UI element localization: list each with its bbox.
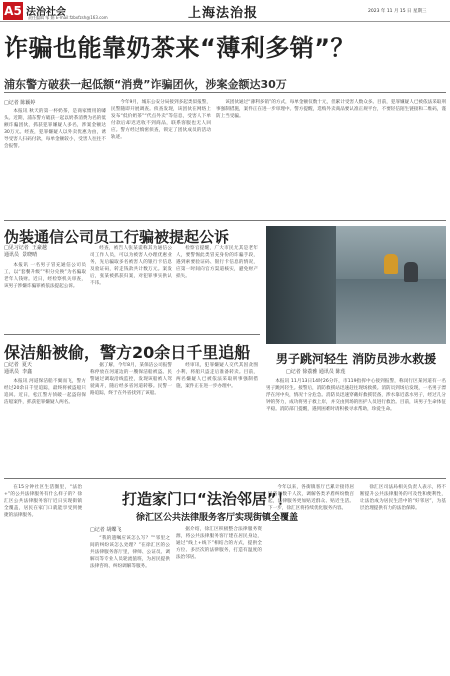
page-number: A5 [4,4,22,18]
story3-column-1: 本报讯 河道保洁船不翼而飞，警方经过20余日千里追踪，最终将被盗船只追回。近日，松江警方侦破一起盗窃保洁船案件，抓获犯罪嫌疑人两名。 [4,379,86,406]
section-name: 法治社会 [26,7,66,18]
story2-byline: □见习记者 王豪越 通讯员 景晓晴 [4,245,47,258]
bottom-byline: □记者 胡蝶飞 [90,527,122,533]
divider [4,478,446,479]
photo-story-headline: 男子跳河轻生 消防员涉水救援 [276,352,437,366]
divider [4,334,260,335]
divider [4,220,446,221]
photo-story-byline: □记者 徐荔雅 通讯员 陈莲 [286,369,346,375]
lead-column-1: 本报讯 秋天的第一杯奶茶，是商家惯用的噱头。近期，浦东警方破获一起以奶茶消费为名的低额诈骗团伙，抓获犯罪嫌疑人多名，涉案金额达30万元。经查，犯罪嫌疑人以外卖优惠为由，诱导受害人扫码付款，每单金额较小，受害人往往不会报警。 [4,109,106,150]
bottom-headline: 打造家门口“法治邻居”！ [122,490,292,508]
bottom-column-4: 今年以来，各街镇客厅已累计接待居民咨询数千人次，调解各类矛盾纠纷数百起，法律服务更加贴近群众、贴近生活。下一步，徐汇区将持续优化服务内容。 [268,485,354,512]
lead-column-2: 今年9月，城东公安分局接到多起类似报警，民警随即开展调查。侦查发现，该团伙在网络上发布“低价奶茶”“代点外卖”等信息，受害人下单付款后却迟迟收不到商品，联系客服也无人回应。警方经过缜密侦查，锁定了团伙成员的活动轨迹。 [111,100,211,141]
story3-column-3: 经审讯，犯罪嫌疑人交代其因贪图小利，将船只盗走后准备转卖。目前，两名嫌疑人已被依法采取刑事强制措施，案件正在进一步办理中。 [176,363,258,390]
rescue-photo [266,226,446,344]
bottom-column-1: 在15分钟社区生活圈里，“法治+”的公共法律服务有什么样子的？徐汇区公共法律服务客厅近日实现街镇全覆盖，居民在家门口就能享受到便捷的法律服务。 [4,485,82,519]
editor-line: 责任编辑 邹 娟 E-mail:fzbxfzsh@163.com [28,15,108,20]
story3-column-2: 据了解，今年8月，某保洁公司报警称停放在河道边的一艘保洁船被盗。民警通过调取沿线监控，发现该船被人驾驶离开，随后经多省河道转移。民警一路追踪，终于在外省找到了该船。 [90,363,172,397]
firefighter-figure [404,262,418,282]
story3-byline: □记者 夏天 通讯员 李鑫 [4,362,33,375]
issue-date: 2023 年 11 月 15 日 星期三 [368,9,427,14]
story2-column-2: 经查，被告人张某谎称其为通信公司工作人员，可以为被害人办理优惠业务，先后骗取多名被害人的银行卡信息及验证码，转走钱款共计数万元。案发后，张某被抓获归案，对犯罪事实供认不讳。 [90,246,172,287]
newspaper-logo: 上海法治报 [188,6,259,21]
photo-story-body: 本报讯 11月13日14时26分许，市119指挥中心接到报警，称闵行区某河道有一名男子跳河轻生。接警后，消防救援站迅速赶往现场救援。消防员到场后发现，一名男子漂浮在河中央，情况十分危急。消防员迅速穿戴好救援装备，涉水靠近落水男子，经过几分钟的努力，成功将男子救上岸，并交由到场的医护人员进行救治。目前，该男子生命体征平稳。消防部门提醒，遇到困难时请积极寻求帮助，珍爱生命。 [266,379,446,413]
lead-byline: □记者 陈颖婷 [4,100,36,106]
bottom-column-5: 徐汇区司法局相关负责人表示，将不断提升公共法律服务的可及性和便利性，让法治成为居民生活中的“好邻居”，为基层治理提供有力的法治保障。 [360,485,446,512]
bottom-column-2: “我的遗嘱应该怎么写？”“邻里之间的纠纷该怎么处理？”在徐汇区的公共法律服务客厅里，律师、公证员、调解员等专业人员轮流值班，为居民提供法律咨询、纠纷调解等服务。 [90,536,170,570]
firefighter-figure [384,254,398,274]
story2-column-1: 本报讯 一名男子冒充通信公司员工，以“套餐升级”“积分兑换”为名骗取老年人钱财。近日，经检察机关审查，该男子涉嫌诈骗罪被依法提起公诉。 [4,263,86,290]
photo-shadow [266,226,336,344]
bottom-subhead: 徐汇区公共法律服务客厅实现街镇全覆盖 [136,513,299,523]
story2-column-3: 检察官提醒，广大市民尤其是老年人，要警惕此类冒充身份的诈骗手段，遇到索要验证码、银行卡信息的情况，应第一时间向官方渠道核实，避免财产损失。 [176,246,258,280]
story2-headline: 伪装通信公司员工行骗被提起公诉 [4,228,230,246]
divider [4,92,446,93]
story3-headline: 保洁船被偷，警方20余日千里追船 [4,343,251,362]
bottom-column-3: 据介绍，徐汇区积极整合法律服务资源，将公共法律服务客厅建在居民身边，通过“线上+线下”相结合的方式，提供全方位、多层次的法律服务，打造有温度的法治邻居。 [176,527,262,561]
lead-headline: 诈骗也能靠奶茶来“薄利多销”？ [4,34,356,62]
masthead [0,0,450,22]
lead-column-3: 该团伙通过“薄利多销”的方式，每单金额仅数十元，但累计受害人数众多。目前，犯罪嫌疑人已被依法采取刑事强制措施，案件正在进一步审理中。警方提醒，选购外卖商品要认准正规平台，不要轻信陌生链接和二维码，谨防上当受骗。 [216,100,446,120]
lead-kicker: 浦东警方破获一起低额“消费”诈骗团伙，涉案金额达30万 [4,78,287,91]
